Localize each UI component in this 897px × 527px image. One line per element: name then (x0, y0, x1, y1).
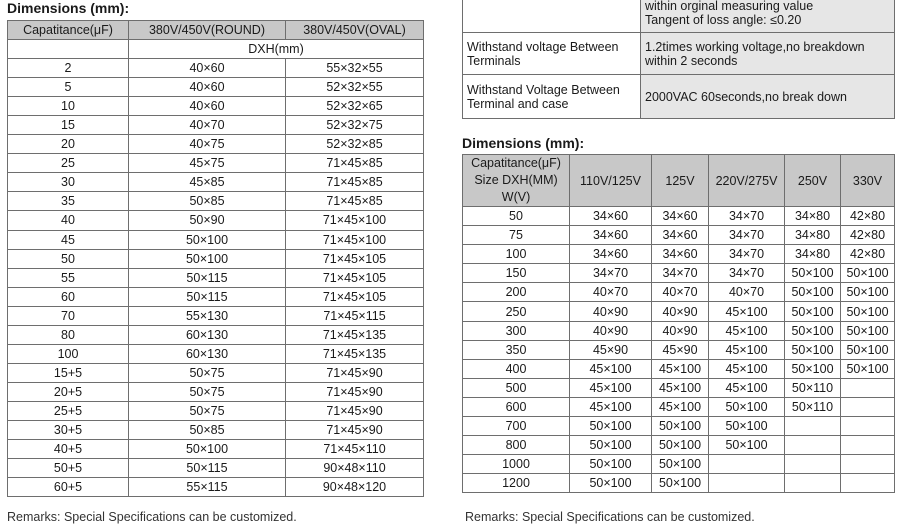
table-cell: 45×100 (570, 378, 652, 397)
table-cell: 45×100 (709, 302, 785, 321)
column-header-125v: 125V (652, 155, 709, 207)
table-cell: 1000 (463, 455, 570, 474)
table-cell: 45×100 (570, 359, 652, 378)
table-cell: 50×115 (129, 459, 286, 478)
table-cell: 71×45×85 (286, 173, 424, 192)
table-row (8, 116, 424, 135)
table-cell (841, 378, 895, 397)
table-cell: 60 (8, 287, 129, 306)
table-row (8, 382, 424, 401)
table-cell: 45×85 (129, 173, 286, 192)
column-header-250v: 250V (785, 155, 841, 207)
table-cell: 50×85 (129, 420, 286, 439)
table-cell: 60×130 (129, 344, 286, 363)
table-row (463, 378, 895, 397)
table-cell: 34×80 (785, 226, 841, 245)
table-cell: 25 (8, 154, 129, 173)
table-cell: 34×70 (570, 264, 652, 283)
table-row (8, 401, 424, 420)
table-cell: 34×60 (652, 245, 709, 264)
table-row (463, 283, 895, 302)
table-cell: 40×70 (652, 283, 709, 302)
table-cell: 40×90 (652, 302, 709, 321)
table-row (8, 59, 424, 78)
table-row (8, 287, 424, 306)
table-cell: 45×100 (709, 340, 785, 359)
table-cell: 50×100 (709, 397, 785, 416)
table-cell: 52×32×75 (286, 116, 424, 135)
table-cell: 55×115 (129, 478, 286, 497)
table-row (8, 135, 424, 154)
table-cell: 40 (8, 211, 129, 230)
table-cell: 20+5 (8, 382, 129, 401)
table-cell: 34×60 (570, 245, 652, 264)
column-header-oval: 380V/450V(OVAL) (286, 21, 424, 40)
table-cell: 55 (8, 268, 129, 287)
table-cell: 40×70 (570, 283, 652, 302)
table-row (463, 455, 895, 474)
table-cell: 34×60 (652, 207, 709, 226)
table-cell: 15 (8, 116, 129, 135)
table-cell: 45 (8, 230, 129, 249)
table-cell (709, 474, 785, 493)
table-cell: 15+5 (8, 363, 129, 382)
table-cell: 50×100 (785, 321, 841, 340)
table-row (463, 397, 895, 416)
table-cell: 50×100 (652, 417, 709, 436)
column-header-220-275v: 220V/275V (709, 155, 785, 207)
table-row (8, 97, 424, 116)
subheader-dxh: DXH(mm) (129, 40, 424, 59)
column-header-round: 380V/450V(ROUND) (129, 21, 286, 40)
table-row (8, 154, 424, 173)
corner-capacitance: Capatitance(μF) (463, 155, 570, 173)
table-cell: 45×75 (129, 154, 286, 173)
table-cell: 34×70 (709, 226, 785, 245)
table-cell: 60+5 (8, 478, 129, 497)
left-dimensions-heading: Dimensions (mm): (7, 0, 130, 16)
table-cell: 150 (463, 264, 570, 283)
table-cell: 50×100 (652, 436, 709, 455)
table-cell: 50×100 (570, 474, 652, 493)
table-cell: 50×100 (785, 340, 841, 359)
table-cell: 45×100 (652, 359, 709, 378)
table-cell: 50×75 (129, 363, 286, 382)
table-cell: 71×45×105 (286, 249, 424, 268)
table-cell: 34×80 (785, 245, 841, 264)
table-row (8, 363, 424, 382)
table-row (8, 325, 424, 344)
table-cell: 700 (463, 417, 570, 436)
table-cell: 50+5 (8, 459, 129, 478)
table-cell: 30 (8, 173, 129, 192)
table-cell: 71×45×105 (286, 287, 424, 306)
table-cell: 71×45×105 (286, 268, 424, 287)
table-cell (841, 417, 895, 436)
table-cell: 45×100 (652, 378, 709, 397)
subheader-spacer (8, 40, 129, 59)
table-cell: 34×70 (709, 245, 785, 264)
table-row (463, 245, 895, 264)
table-cell (841, 455, 895, 474)
table-row (8, 230, 424, 249)
table-row (8, 173, 424, 192)
table-cell: 34×70 (709, 207, 785, 226)
table-cell: 40×60 (129, 59, 286, 78)
table-cell: 50×100 (129, 230, 286, 249)
table-cell: 71×45×115 (286, 306, 424, 325)
table-row (8, 249, 424, 268)
spec-label-terminals: Withstand voltage Between Terminals (463, 33, 641, 75)
table-row (8, 478, 424, 497)
column-header-330v: 330V (841, 155, 895, 207)
table-cell: 45×100 (570, 397, 652, 416)
table-cell: 71×45×100 (286, 211, 424, 230)
table-row (463, 207, 895, 226)
table-cell: 25+5 (8, 401, 129, 420)
right-dimensions-heading: Dimensions (mm): (462, 135, 585, 151)
corner-size: Size DXH(MM) (463, 172, 570, 189)
table-cell: 50×100 (785, 283, 841, 302)
table-cell: 100 (8, 344, 129, 363)
table-cell: 50×100 (570, 436, 652, 455)
table-cell: 45×90 (570, 340, 652, 359)
column-header-110-125v: 110V/125V (570, 155, 652, 207)
table-row (463, 302, 895, 321)
table-cell: 20 (8, 135, 129, 154)
table-cell: 600 (463, 397, 570, 416)
table-cell: 90×48×110 (286, 459, 424, 478)
table-cell (709, 455, 785, 474)
table-cell: 42×80 (841, 207, 895, 226)
table-cell: 50×100 (841, 340, 895, 359)
table-cell: 55×130 (129, 306, 286, 325)
table-cell: 50×100 (570, 455, 652, 474)
table-cell: 71×45×110 (286, 440, 424, 459)
table-cell: 50×100 (652, 455, 709, 474)
table-cell: 50×100 (652, 474, 709, 493)
table-cell: 45×100 (709, 378, 785, 397)
table-row (463, 340, 895, 359)
table-cell: 45×100 (709, 359, 785, 378)
spec-value-terminals (641, 33, 895, 75)
table-cell: 71×45×90 (286, 382, 424, 401)
table-cell (785, 474, 841, 493)
table-cell (785, 455, 841, 474)
table-row (8, 440, 424, 459)
table-cell: 40×60 (129, 78, 286, 97)
table-cell: 71×45×85 (286, 192, 424, 211)
spec-label-case: Withstand Voltage Between Terminal and case (463, 75, 641, 119)
table-row (463, 321, 895, 340)
table-row (463, 474, 895, 493)
table-cell: 50 (463, 207, 570, 226)
spec-value-line: Tangent of loss angle: ≤0.20 (645, 12, 802, 27)
table-cell: 40×70 (129, 116, 286, 135)
table-cell: 35 (8, 192, 129, 211)
left-dimensions-table (7, 20, 424, 497)
table-cell: 40×90 (570, 321, 652, 340)
spec-value-line: 1.2times working voltage,no breakdown (645, 39, 865, 54)
table-cell: 52×32×65 (286, 97, 424, 116)
table-cell: 50×100 (841, 264, 895, 283)
table-cell: 50×100 (785, 264, 841, 283)
right-remark: Remarks: Special Specifications can be customized. (465, 510, 755, 524)
table-row (8, 459, 424, 478)
table-row (8, 306, 424, 325)
table-cell: 50×110 (785, 397, 841, 416)
table-cell: 300 (463, 321, 570, 340)
spec-value-line: within orginal measuring value (645, 0, 814, 13)
specification-table (462, 0, 895, 119)
table-cell (841, 397, 895, 416)
table-row (8, 268, 424, 287)
spec-value-line: within 2 seconds (645, 53, 738, 68)
table-cell: 100 (463, 245, 570, 264)
table-row (463, 359, 895, 378)
table-cell: 34×70 (709, 264, 785, 283)
table-cell: 30+5 (8, 420, 129, 439)
table-cell: 50×100 (841, 359, 895, 378)
table-cell: 50×100 (841, 302, 895, 321)
table-cell: 50×100 (841, 283, 895, 302)
table-cell: 34×60 (570, 226, 652, 245)
right-dimensions-table (462, 154, 895, 493)
spec-value-loss (641, 0, 895, 33)
table-row (463, 417, 895, 436)
spec-value-line: 2000VAC 60seconds,no break down (645, 89, 847, 104)
corner-voltage: W(V) (463, 189, 570, 207)
table-cell: 71×45×90 (286, 420, 424, 439)
table-row (463, 264, 895, 283)
table-cell: 71×45×90 (286, 363, 424, 382)
table-cell: 71×45×100 (286, 230, 424, 249)
table-cell: 50×100 (785, 302, 841, 321)
table-cell: 75 (463, 226, 570, 245)
table-cell: 55×32×55 (286, 59, 424, 78)
table-row (8, 211, 424, 230)
table-cell: 90×48×120 (286, 478, 424, 497)
column-header-capacitance: Capatitance(μF) (8, 21, 129, 40)
table-cell: 200 (463, 283, 570, 302)
table-cell: 50×75 (129, 382, 286, 401)
table-cell: 42×80 (841, 226, 895, 245)
table-cell: 60×130 (129, 325, 286, 344)
table-row (8, 78, 424, 97)
table-row (463, 226, 895, 245)
table-cell: 50×75 (129, 401, 286, 420)
table-cell: 45×100 (709, 321, 785, 340)
table-cell: 42×80 (841, 245, 895, 264)
table-cell: 45×90 (652, 340, 709, 359)
table-cell: 50×100 (785, 359, 841, 378)
table-cell: 50×115 (129, 287, 286, 306)
table-cell: 5 (8, 78, 129, 97)
table-cell (841, 474, 895, 493)
table-cell: 800 (463, 436, 570, 455)
table-row (463, 436, 895, 455)
table-cell: 71×45×85 (286, 154, 424, 173)
spec-value-case (641, 75, 895, 119)
table-row (8, 344, 424, 363)
table-cell: 71×45×135 (286, 344, 424, 363)
table-cell: 34×70 (652, 264, 709, 283)
table-cell: 400 (463, 359, 570, 378)
table-cell: 50×110 (785, 378, 841, 397)
table-cell: 34×60 (652, 226, 709, 245)
table-cell: 50×100 (709, 417, 785, 436)
table-cell: 40+5 (8, 440, 129, 459)
table-cell: 50×100 (129, 249, 286, 268)
table-cell: 50×100 (709, 436, 785, 455)
table-cell: 45×100 (652, 397, 709, 416)
table-cell: 50×100 (129, 440, 286, 459)
table-cell: 50 (8, 249, 129, 268)
table-cell (785, 436, 841, 455)
table-cell: 40×75 (129, 135, 286, 154)
table-cell: 80 (8, 325, 129, 344)
table-cell: 40×90 (652, 321, 709, 340)
table-cell: 71×45×135 (286, 325, 424, 344)
table-cell: 40×90 (570, 302, 652, 321)
table-row (8, 192, 424, 211)
table-cell: 1200 (463, 474, 570, 493)
table-cell: 50×90 (129, 211, 286, 230)
table-cell: 34×80 (785, 207, 841, 226)
table-cell: 2 (8, 59, 129, 78)
table-cell: 50×85 (129, 192, 286, 211)
table-cell: 70 (8, 306, 129, 325)
left-remark: Remarks: Special Specifications can be customized. (7, 510, 297, 524)
table-cell (841, 436, 895, 455)
table-cell: 50×115 (129, 268, 286, 287)
table-cell: 52×32×85 (286, 135, 424, 154)
table-row (8, 420, 424, 439)
table-cell: 40×70 (709, 283, 785, 302)
table-cell: 10 (8, 97, 129, 116)
table-cell: 500 (463, 378, 570, 397)
table-cell (785, 417, 841, 436)
table-cell: 50×100 (570, 417, 652, 436)
table-cell: 50×100 (841, 321, 895, 340)
table-cell: 350 (463, 340, 570, 359)
spec-label-loss (463, 0, 641, 33)
table-cell: 71×45×90 (286, 401, 424, 420)
table-cell: 52×32×55 (286, 78, 424, 97)
table-cell: 34×60 (570, 207, 652, 226)
table-cell: 250 (463, 302, 570, 321)
table-cell: 40×60 (129, 97, 286, 116)
